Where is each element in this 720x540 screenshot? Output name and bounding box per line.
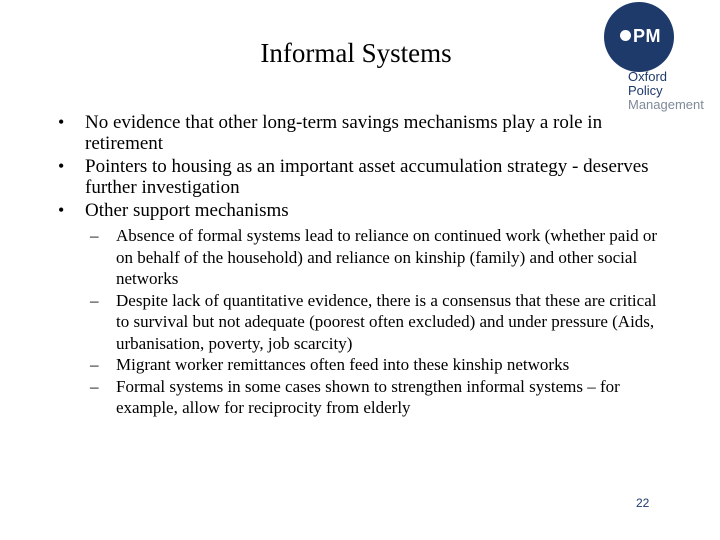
sub-bullet-item bbox=[86, 354, 666, 376]
logo-name-line-2: Policy bbox=[628, 83, 663, 98]
sub-bullet-item bbox=[86, 290, 666, 355]
sub-bullet-list bbox=[85, 225, 666, 419]
sub-bullet-text: Absence of formal systems lead to reliance on continued work (whether paid or on behalf of the household) and reliance on kinship (family) and other social networks bbox=[116, 226, 657, 288]
bullet-list bbox=[58, 112, 666, 419]
page-number: 22 bbox=[636, 496, 650, 510]
logo-name bbox=[628, 70, 704, 112]
bullet-item bbox=[58, 200, 666, 419]
sub-bullet-text: Formal systems in some cases shown to strengthen informal systems – for example, allow for reciprocity from elderly bbox=[116, 376, 620, 417]
dash-icon: – bbox=[90, 290, 99, 310]
bullet-item bbox=[58, 156, 666, 198]
logo-mark-text: PM bbox=[633, 26, 661, 46]
dash-icon: – bbox=[90, 355, 99, 374]
opm-logo bbox=[600, 2, 720, 114]
slide-body bbox=[58, 112, 666, 421]
sub-bullet-text: Despite lack of quantitative evidence, there is a consensus that these are critical to survival but not adequate (poorest often excluded) and under pressure (Aids, urbanisation, poverty, job scarcity) bbox=[116, 290, 657, 353]
sub-bullet-item bbox=[86, 225, 666, 290]
bullet-icon: • bbox=[58, 156, 65, 176]
bullet-item bbox=[58, 112, 666, 154]
logo-name-line-3: Management bbox=[628, 97, 704, 112]
bullet-icon: • bbox=[58, 112, 65, 132]
logo-mark bbox=[620, 26, 661, 46]
sub-bullet-item bbox=[86, 376, 666, 419]
logo-name-line-1: Oxford bbox=[628, 69, 668, 84]
sub-bullet-text: Migrant worker remittances often feed into these kinship networks bbox=[116, 355, 570, 374]
logo-dot-icon bbox=[620, 30, 631, 41]
bullet-text: No evidence that other long-term savings mechanisms play a role in retirement bbox=[85, 112, 603, 154]
logo-circle bbox=[604, 2, 674, 72]
slide-title: Informal Systems bbox=[260, 38, 452, 68]
bullet-icon: • bbox=[58, 200, 65, 220]
dash-icon: – bbox=[90, 376, 99, 396]
bullet-text: Other support mechanisms bbox=[85, 200, 289, 221]
dash-icon: – bbox=[90, 226, 99, 245]
bullet-text: Pointers to housing as an important asset accumulation strategy - deserves further investigation bbox=[85, 156, 649, 198]
